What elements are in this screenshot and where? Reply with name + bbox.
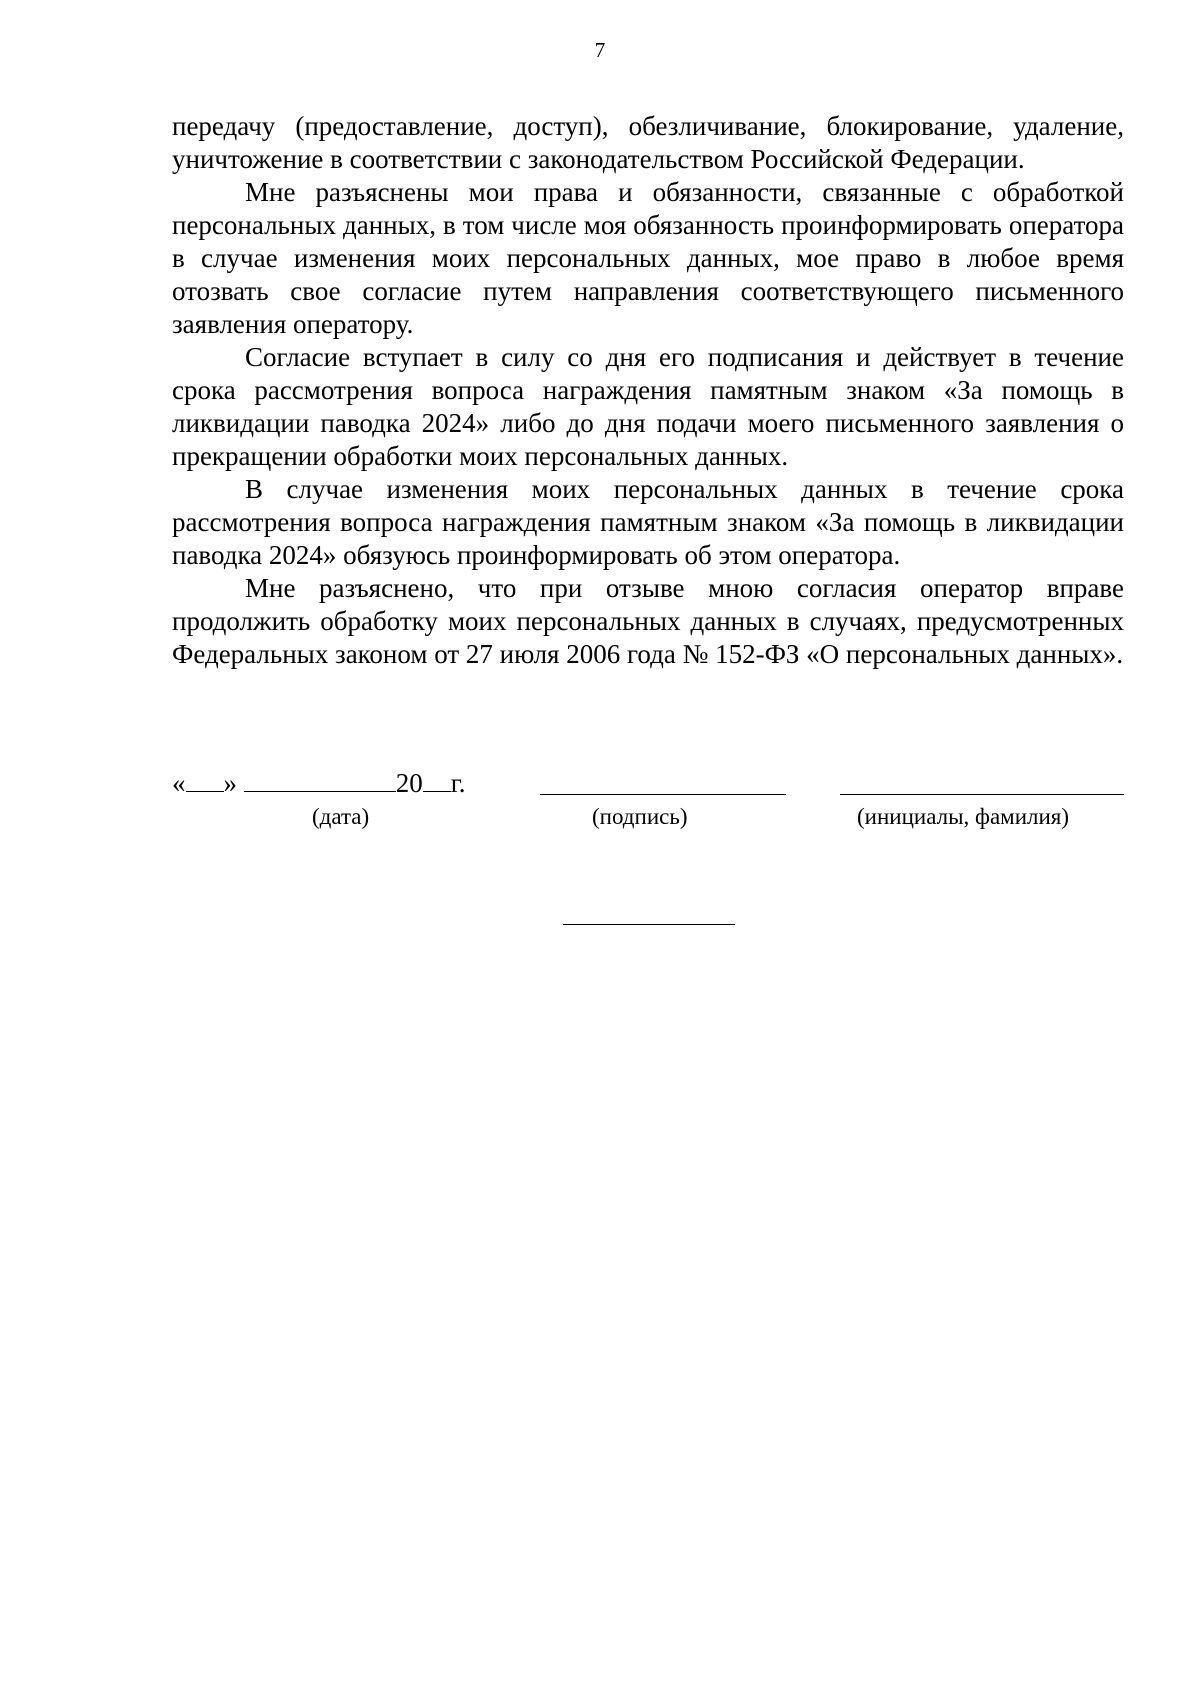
paragraph-withdrawal: Мне разъяснено, что при отзыве мною согласия оператор вправе продолжить обработку моих персональных данных в случаях, предусмотренных Федеральных законом от 27 июля 2006 года № 152-ФЗ «О персональных данных». xyxy=(172,573,1124,669)
quote-close: » xyxy=(223,768,237,798)
signature-row xyxy=(172,768,1124,802)
paragraph-change-notice: В случае изменения моих персональных данных в течение срока рассмотрения вопроса награждения памятным знаком «За помощь в ликвидации паводка 2024» обязуюсь проинформировать об этом оператора. xyxy=(172,474,1124,570)
year-prefix: 20 xyxy=(395,768,423,798)
document-body xyxy=(172,110,1124,671)
name-caption: (инициалы, фамилия) xyxy=(857,804,1070,829)
document-end-divider xyxy=(563,924,735,925)
paragraph-rights: Мне разъяснены мои права и обязанности, связанные с обработкой персональных данных, в том числе моя обязанность проинформировать оператора в случае изменения моих персональных данных, мое право в любое время отозвать свое согласие путем направления соответствующего письменного заявления оператору. xyxy=(172,177,1124,339)
quote-open: « xyxy=(172,768,186,798)
signature-caption: (подпись) xyxy=(592,804,688,829)
day-blank[interactable] xyxy=(186,769,224,792)
signature-line[interactable] xyxy=(540,794,786,795)
page-number: 7 xyxy=(594,38,606,62)
month-blank[interactable] xyxy=(244,769,396,792)
name-line[interactable] xyxy=(840,794,1124,795)
paragraph-continuation: передачу (предоставление, доступ), обезличивание, блокирование, удаление, уничтожение в соответствии с законодательством Российской Федерации. xyxy=(172,111,1124,174)
date-caption: (дата) xyxy=(312,804,370,829)
paragraph-validity: Согласие вступает в силу со дня его подписания и действует в течение срока рассмотрения вопроса награждения памятным знаком «За помощь в ликвидации паводка 2024» либо до дня подачи моего письменного заявления о прекращении обработки моих персональных данных. xyxy=(172,342,1124,471)
year-suffix: г. xyxy=(450,768,466,798)
year-blank[interactable] xyxy=(423,769,451,792)
date-field[interactable] xyxy=(172,768,466,798)
